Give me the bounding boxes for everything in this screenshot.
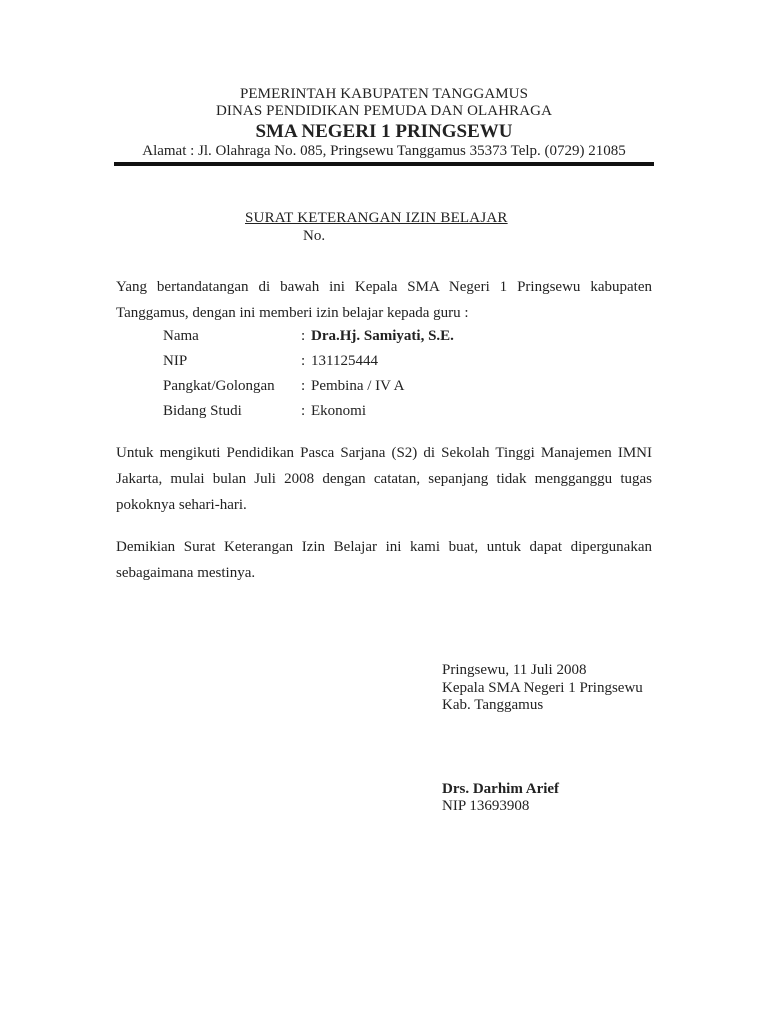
- field-label: NIP: [163, 353, 188, 369]
- field-colon: :: [301, 378, 306, 394]
- field-colon: :: [301, 328, 306, 344]
- field-value: 131125444: [311, 353, 378, 369]
- field-value: Dra.Hj. Samiyati, S.E.: [311, 328, 454, 344]
- field-value: Pembina / IV A: [311, 378, 405, 394]
- signatory-name: Drs. Darhim Arief: [442, 781, 560, 797]
- letterhead-department: DINAS PENDIDIKAN PEMUDA DAN OLAHRAGA: [215, 103, 553, 119]
- closing-paragraph: Demikian Surat Keterangan Izin Belajar ini kami buat, untuk dapat dipergunakan sebagaimana mestinya.: [116, 539, 652, 581]
- letterhead-government: PEMERINTAH KABUPATEN TANGGAMUS: [239, 86, 529, 102]
- letterhead-divider: [114, 162, 654, 166]
- field-label: Bidang Studi: [163, 403, 242, 419]
- letterhead-school-name: SMA NEGERI 1 PRINGSEWU: [255, 121, 513, 142]
- letterhead-address: Alamat : Jl. Olahraga No. 085, Pringsewu Tanggamus 35373 Telp. (0729) 21085: [142, 143, 626, 159]
- purpose-paragraph: Untuk mengikuti Pendidikan Pasca Sarjana (S2) di Sekolah Tinggi Manajemen IMNI Jakarta, mulai bulan Juli 2008 dengan catatan, sepanjang tidak mengganggu tugas pokoknya sehari-hari.: [116, 445, 652, 513]
- signatory-nip: NIP 13693908: [442, 798, 530, 814]
- field-value: Ekonomi: [311, 403, 366, 419]
- signature-position: Kepala SMA Negeri 1 Pringsewu: [442, 680, 643, 696]
- field-colon: :: [301, 403, 306, 419]
- field-label: Nama: [163, 328, 199, 344]
- letter-number: No.: [303, 228, 326, 244]
- intro-paragraph: Yang bertandatangan di bawah ini Kepala SMA Negeri 1 Pringsewu kabupaten Tanggamus, dengan ini memberi izin belajar kepada guru :: [116, 279, 652, 321]
- signature-place-date: Pringsewu, 11 Juli 2008: [442, 662, 587, 678]
- signature-region: Kab. Tanggamus: [442, 697, 544, 713]
- field-colon: :: [301, 353, 306, 369]
- letter-title: SURAT KETERANGAN IZIN BELAJAR: [245, 210, 508, 226]
- field-label: Pangkat/Golongan: [163, 378, 275, 394]
